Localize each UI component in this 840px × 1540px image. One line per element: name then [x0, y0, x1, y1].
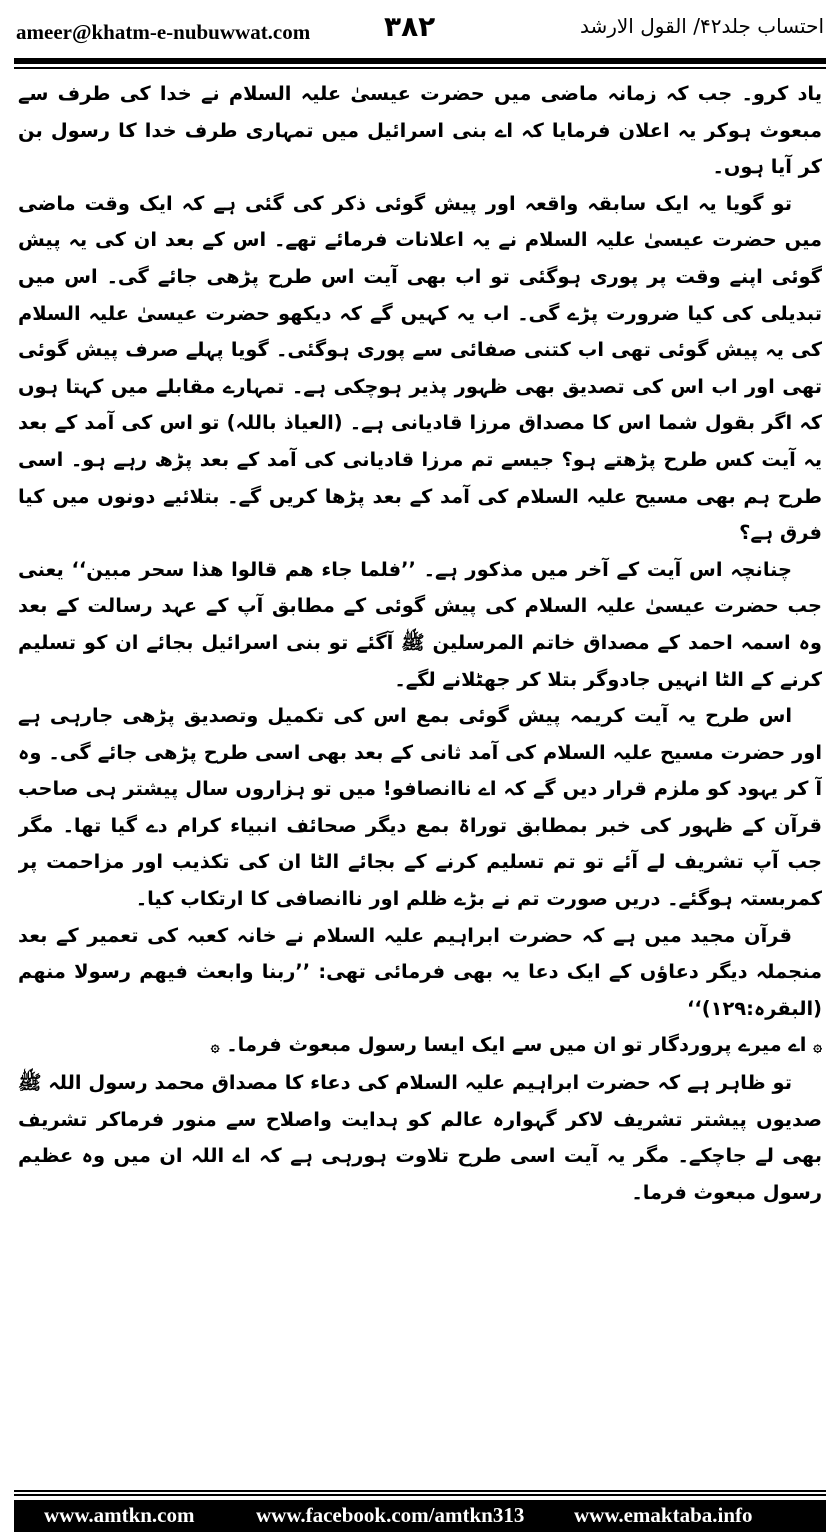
paragraph-2: تو گویا یہ ایک سابقہ واقعہ اور پیش گوئی ذکر کی گئی ہے کہ ایک وقت ماضی میں حضرت عیسیٰ علیہ السلام نے یہ اعلانات فرمائے تھے۔ اس کے بعد ان کی یہ پیش گوئی اپنے وقت پر پوری ہوگئی تو اب بھی آیت اس طرح پڑھی جائے گی۔ اس میں تبدیلی کی کیا ضرورت پڑے گی۔ اب یہ کہیں گے کہ دیکھو حضرت عیسیٰ علیہ السلام کی یہ پیش گوئی تھی اب کتنی صفائی سے پوری ہوگئی۔ گویا پہلے صرف پیش گوئی تھی اور اب اس کی تصدیق بھی ظہور پذیر ہوچکی ہے۔ تمہارے مقابلے میں کہتا ہوں کہ اگر بقول شما اس کا مصداق مرزا قادیانی ہے۔ (العیاذ باللہ) تو اس کی آمد کے بعد یہ آیت کس طرح پڑھتے ہو؟ جیسے تم مرزا قادیانی کی آمد کے بعد پڑھ رہے ہو۔ اسی طرح ہم بھی مسیح علیہ السلام کی آمد کے بعد پڑھا کریں گے۔ بتلائیے دونوں میں کیا فرق ہے؟	[18, 191, 822, 545]
header-rule-thick	[14, 58, 826, 64]
quran-quote-2: ’’ربنا وابعث فیھم رسولا منھم (البقرہ:۱۲۹)‘‘	[18, 960, 822, 1020]
translation-line	[18, 1027, 822, 1065]
paragraph-5	[18, 918, 822, 1028]
footer-rule-1	[14, 1490, 826, 1492]
ornament-close-icon: ۞	[210, 1037, 220, 1056]
paragraph-3-explanation: یعنی جب حضرت عیسیٰ علیہ السلام کی پیش گوئی کے مطابق آپ کے عہد رسالت کے بعد وہ اسمہ احمد کے مصداق خاتم المرسلین ﷺ آگئے تو بنی اسرائیل بجائے ان کو تسلیم کرنے کے الٹا انہیں جادوگر بتلا کر جھٹلانے لگے۔	[18, 557, 822, 691]
paragraph-1: یاد کرو۔ جب کہ زمانہ ماضی میں حضرت عیسیٰ علیہ السلام نے خدا کی طرف سے مبعوث ہوکر یہ اعلان فرمایا کہ اے بنی اسرائیل میں تمہاری طرف خدا کا رسول بن کر آیا ہوں۔	[18, 82, 822, 179]
book-title: احتساب جلد۴۲/ القول الارشد	[579, 14, 824, 38]
paragraph-3	[18, 552, 822, 698]
page-header	[14, 10, 826, 54]
paragraph-3-intro: چنانچہ اس آیت کے آخر میں مذکور ہے۔	[423, 557, 792, 581]
header-rule-thin	[14, 67, 826, 69]
header-email: ameer@khatm-e-nubuwwat.com	[16, 20, 311, 44]
ornament-open-icon: ۞	[813, 1037, 822, 1056]
paragraph-7: تو ظاہر ہے کہ حضرت ابراہیم علیہ السلام کی دعاء کا مصداق محمد رسول اللہ ﷺ صدیوں پیشتر تشریف لاکر گہوارہ عالم کو ہدایت واصلاح سے منور فرماکر تشریف بھی لے جاچکے۔ مگر یہ آیت اسی طرح تلاوت ہورہی ہے کہ اے اللہ ان میں وہ عظیم رسول مبعوث فرما۔	[18, 1071, 822, 1204]
footer-link-emaktaba: www.emaktaba.info	[574, 1503, 753, 1527]
footer-rule-2	[14, 1494, 826, 1496]
paragraph-4: اس طرح یہ آیت کریمہ پیش گوئی بمع اس کی تکمیل وتصدیق پڑھی جارہی ہے اور حضرت مسیح علیہ السلام کی آمد ثانی کے بعد بھی اسی طرح پڑھی جائے گی۔ وہ آ کر یہود کو ملزم قرار دیں گے کہ اے ناانصافو! میں تو ہزاروں سال پیشتر ہی صاحب قرآن کے ظہور کی خبر بمطابق توراۃ بمع دیگر صحائف انبیاء کرام دے گیا تھا۔ مگر جب آپ تشریف لے آئے تو تم تسلیم کرنے کے بجائے الٹا ان کی تکذیب اور مزاحمت پر کمربستہ ہوگئے۔ دریں صورت تم نے بڑے ظلم اور ناانصافی کا ارتکاب کیا۔	[18, 704, 822, 911]
page-number: ۳۸۲	[384, 10, 436, 43]
translation-text: اے میرے پروردگار تو ان میں سے ایک ایسا رسول مبعوث فرما۔	[226, 1033, 807, 1057]
paragraph-5-intro: قرآن مجید میں ہے کہ حضرت ابراہیم علیہ السلام نے خانہ کعبہ کی تعمیر کے بعد منجملہ دیگر دعاؤں کے ایک دعا یہ بھی فرمائی تھی:	[18, 923, 822, 984]
footer-link-amtkn: www.amtkn.com	[44, 1503, 195, 1527]
page-footer	[14, 1500, 826, 1532]
footer-link-facebook: www.facebook.com/amtkn313	[256, 1503, 525, 1527]
page-body	[18, 76, 822, 1461]
quran-quote-1: ’’فلما جاء ھم قالوا ھذا سحر مبین‘‘	[71, 557, 416, 581]
